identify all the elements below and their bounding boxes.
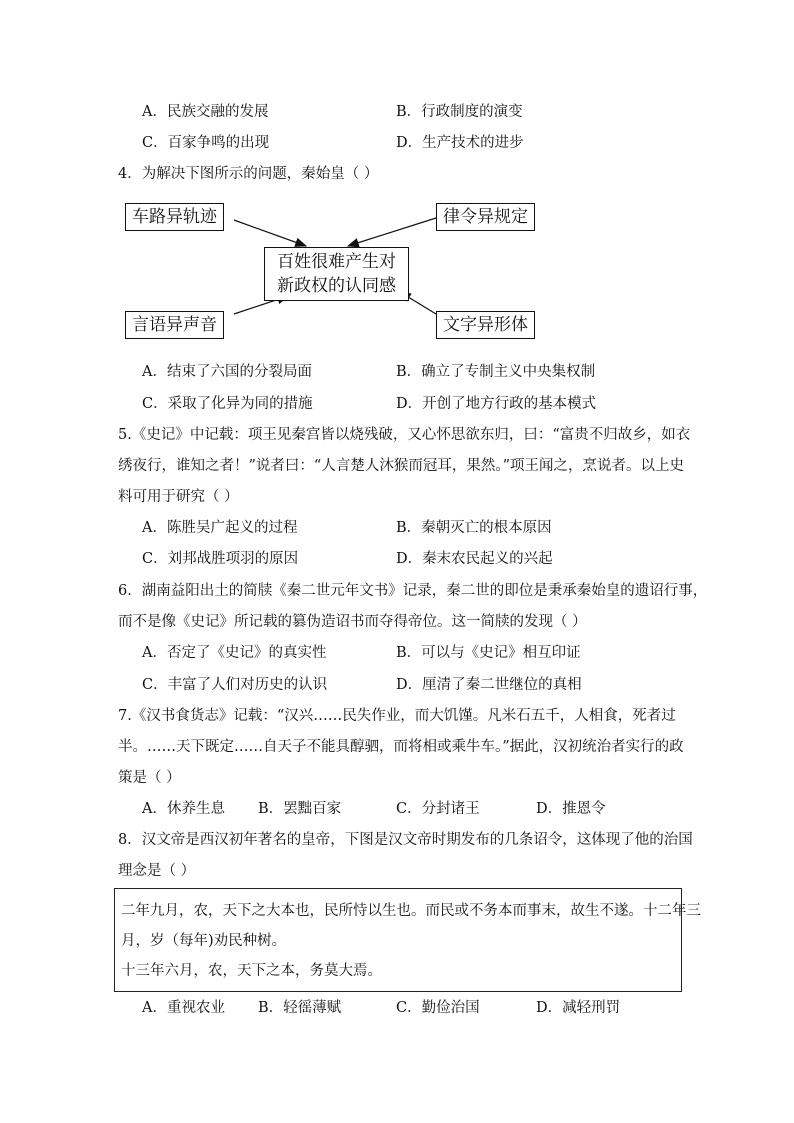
q5-line-1: 5.《史记》中记载：项王见秦宫皆以烧残破，又心怀思欲东归，曰：“富贵不归故乡，如衣 (118, 427, 691, 443)
q7-option-d: D．推恩令 (536, 801, 606, 817)
q6-option-c: C．丰富了人们对历史的认识 (142, 677, 328, 693)
box-top-left: 车路异轨迹 (125, 203, 224, 231)
quote-line-3: 十三年六月，农，天下之本，务莫大焉。 (121, 963, 382, 979)
quote-line-1: 二年九月，农，天下之大本也，民所恃以生也。而民或不务本而事末，故生不遂。十二年三 (121, 903, 701, 919)
q7-option-b: B．罢黜百家 (258, 801, 342, 817)
q8-line-2: 理念是（ ） (118, 863, 196, 879)
q6-option-a: A．否定了《史记》的真实性 (142, 645, 327, 661)
box-bottom-left: 言语异声音 (125, 311, 224, 339)
q6-line-1: 6．湖南益阳出土的简牍《秦二世元年文书》记录，秦二世的即位是秉承秦始皇的遗诏行事， (118, 583, 708, 599)
q4-stem: 4．为解决下图所示的问题，秦始皇（ ） (118, 166, 379, 182)
q6-option-d: D．厘清了秦二世继位的真相 (396, 677, 582, 693)
q3-option-a: A．民族交融的发展 (142, 104, 269, 120)
q5-line-2: 绣夜行，谁知之者！”说者曰：“人言楚人沐猴而冠耳，果然。”项王闻之，烹说者。以上史 (118, 458, 684, 474)
arrow-top-left (234, 220, 306, 246)
q8-option-c: C．勤俭治国 (396, 1000, 480, 1016)
q5-option-a: A．陈胜吴广起义的过程 (142, 520, 298, 536)
q5-option-c: C．刘邦战胜项羽的原因 (142, 551, 299, 567)
q8-option-d: D．减轻刑罚 (536, 1000, 621, 1016)
q6-line-2: 而不是像《史记》所记载的篡伪造诏书而夺得帝位。这一简牍的发现（ ） (118, 614, 587, 630)
q4-option-c: C．采取了化异为同的措施 (142, 396, 313, 412)
q5-line-3: 料可用于研究（ ） (118, 489, 239, 505)
q4-option-d: D．开创了地方行政的基本模式 (396, 396, 597, 412)
q5-option-d: D．秦末农民起义的兴起 (396, 551, 553, 567)
q7-option-a: A．休养生息 (142, 801, 225, 817)
q7-line-3: 策是（ ） (118, 770, 181, 786)
q3-option-c: C．百家争鸣的出现 (142, 135, 270, 151)
center-line-1: 百姓很难产生对 (277, 252, 396, 272)
q6-option-b: B．可以与《史记》相互印证 (396, 645, 581, 661)
q8-option-b: B．轻徭薄赋 (258, 1000, 342, 1016)
q3-option-d: D．生产技术的进步 (396, 135, 524, 151)
q4-option-a: A．结束了六国的分裂局面 (142, 364, 312, 380)
q7-line-1: 7.《汉书食货志》记载：“汉兴……民失作业，而大饥馑。凡米石五千，人相食，死者过 (118, 708, 676, 724)
arrow-top-right (348, 218, 436, 246)
box-top-right: 律令异规定 (436, 203, 535, 231)
box-bottom-right: 文字异形体 (436, 311, 535, 339)
q8-option-a: A．重视农业 (142, 1000, 225, 1016)
box-center (264, 247, 409, 301)
q4-option-b: B．确立了专制主义中央集权制 (396, 364, 596, 380)
q3-option-b: B．行政制度的演变 (396, 104, 523, 120)
q8-line-1: 8．汉文帝是西汉初年著名的皇帝，下图是汉文帝时期发布的几条诏令，这体现了他的治国 (118, 832, 693, 848)
q7-line-2: 半。……天下既定……自天子不能具醇驷，而将相或乘牛车。”据此，汉初统治者实行的政 (118, 739, 684, 755)
q7-option-c: C．分封诸王 (396, 801, 480, 817)
q4-diagram (118, 196, 548, 346)
q8-quote-box (114, 888, 701, 992)
q5-option-b: B．秦朝灭亡的根本原因 (396, 520, 552, 536)
center-line-2: 新政权的认同感 (277, 276, 396, 296)
quote-line-2: 月，岁（每年)劝民种树。 (121, 933, 287, 949)
